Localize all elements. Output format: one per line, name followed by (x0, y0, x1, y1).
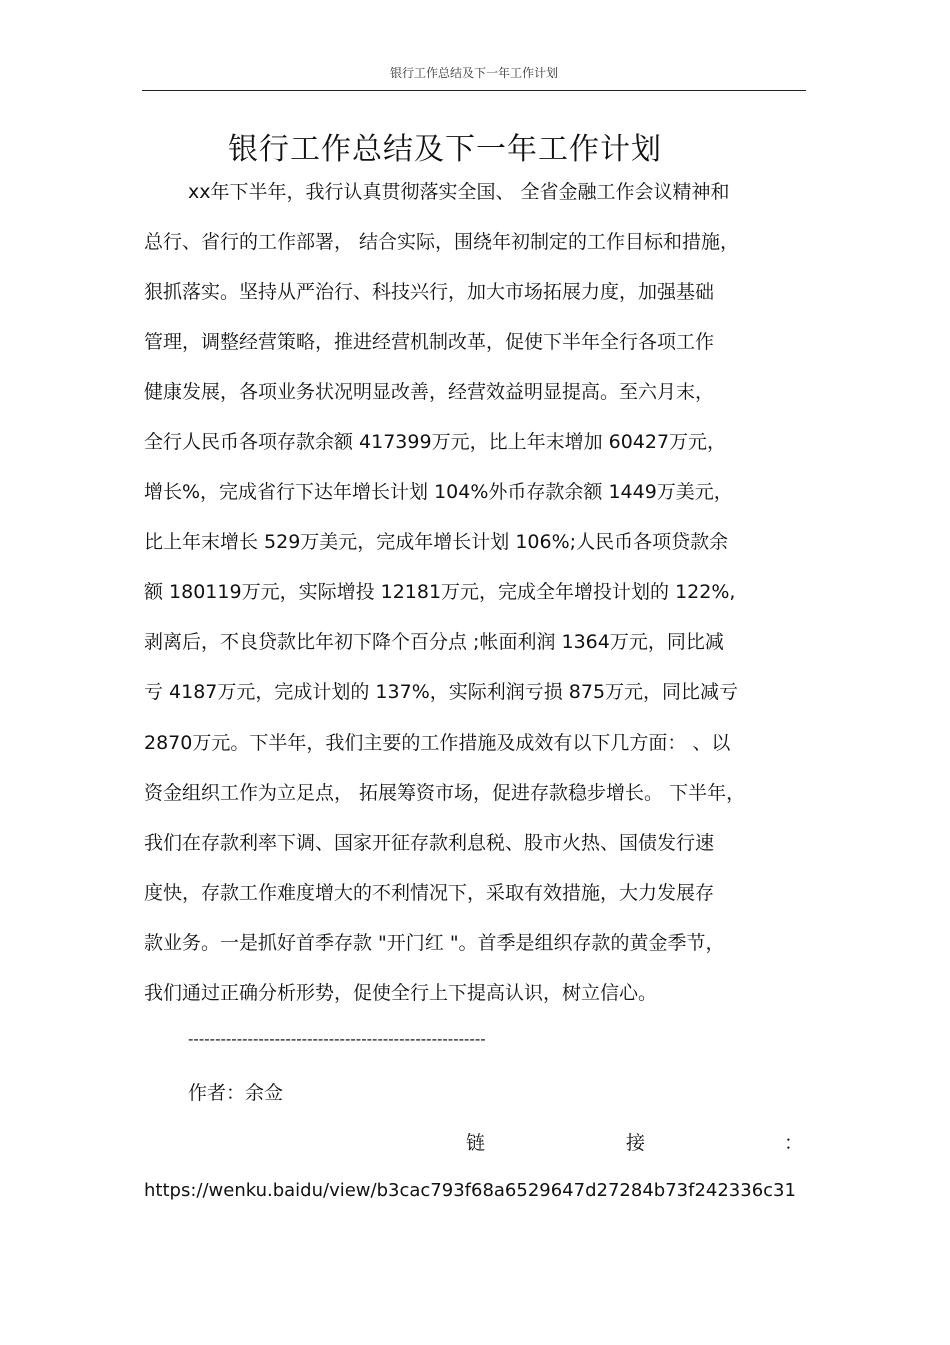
body-line: 剥离后，不良贷款比年初下降个百分点 ;帐面利润 1364万元，同比减 (144, 631, 724, 653)
body-line: 总行、省行的工作部署， 结合实际，围绕年初制定的工作目标和措施， (144, 231, 740, 253)
body-line: 额 180119万元，实际增投 12181万元，完成全年增投计划的 122%, (144, 581, 736, 603)
body-line: 2870万元。下半年，我们主要的工作措施及成效有以下几方面： 、以 (144, 732, 731, 754)
link-label-char: 接 (626, 1132, 646, 1154)
link-label-char: 链 (466, 1132, 486, 1154)
document-title: 银行工作总结及下一年工作计划 (228, 132, 662, 167)
body-line: 比上年末增长 529万美元，完成年增长计划 106%;人民币各项贷款余 (144, 531, 729, 553)
running-header: 银行工作总结及下一年工作计划 (389, 66, 558, 80)
body-line: 增长%，完成省行下达年增长计划 104%外币存款余额 1449万美元， (144, 481, 733, 503)
body-line: 我们在存款利率下调、国家开征存款利息税、股市火热、国债发行速 (144, 832, 715, 854)
body-line: 资金组织工作为立足点， 拓展筹资市场，促进存款稳步增长。 下半年， (144, 782, 746, 804)
body-line: 款业务。一是抓好首季存款 "开门红 "。首季是组织存款的黄金季节， (144, 932, 725, 954)
author-line: 作者：余佥 (188, 1082, 284, 1104)
body-line: 亏 4187万元，完成计划的 137%，实际利润亏损 875万元，同比减亏 (144, 681, 739, 703)
body-line: 健康发展，各项业务状况明显改善，经营效益明显提高。至六月末， (144, 381, 715, 403)
body-line: 我们通过正确分析形势，促使全行上下提高认识，树立信心。 (144, 982, 658, 1004)
link-label-char: ： (784, 1132, 804, 1154)
section-divider: ------------------------------------------------------- (188, 1030, 486, 1048)
source-url[interactable]: https://wenku.baidu/view/b3cac793f68a6529647d27284b73f242336c31 (144, 1180, 796, 1201)
body-line: 全行人民币各项存款余额 417399万元，比上年末增加 60427万元， (144, 431, 727, 453)
body-line: 管理，调整经营策略，推进经营机制改革，促使下半年全行各项工作 (144, 331, 715, 353)
body-line: 度快，存款工作难度增大的不利情况下，采取有效措施，大力发展存 (144, 882, 715, 904)
body-line: xx年下半年，我行认真贯彻落实全国、 全省金融工作会议精神和 (188, 181, 730, 203)
header-rule (142, 90, 806, 91)
body-line: 狠抓落实。坚持从严治行、科技兴行，加大市场拓展力度，加强基础 (144, 281, 715, 303)
